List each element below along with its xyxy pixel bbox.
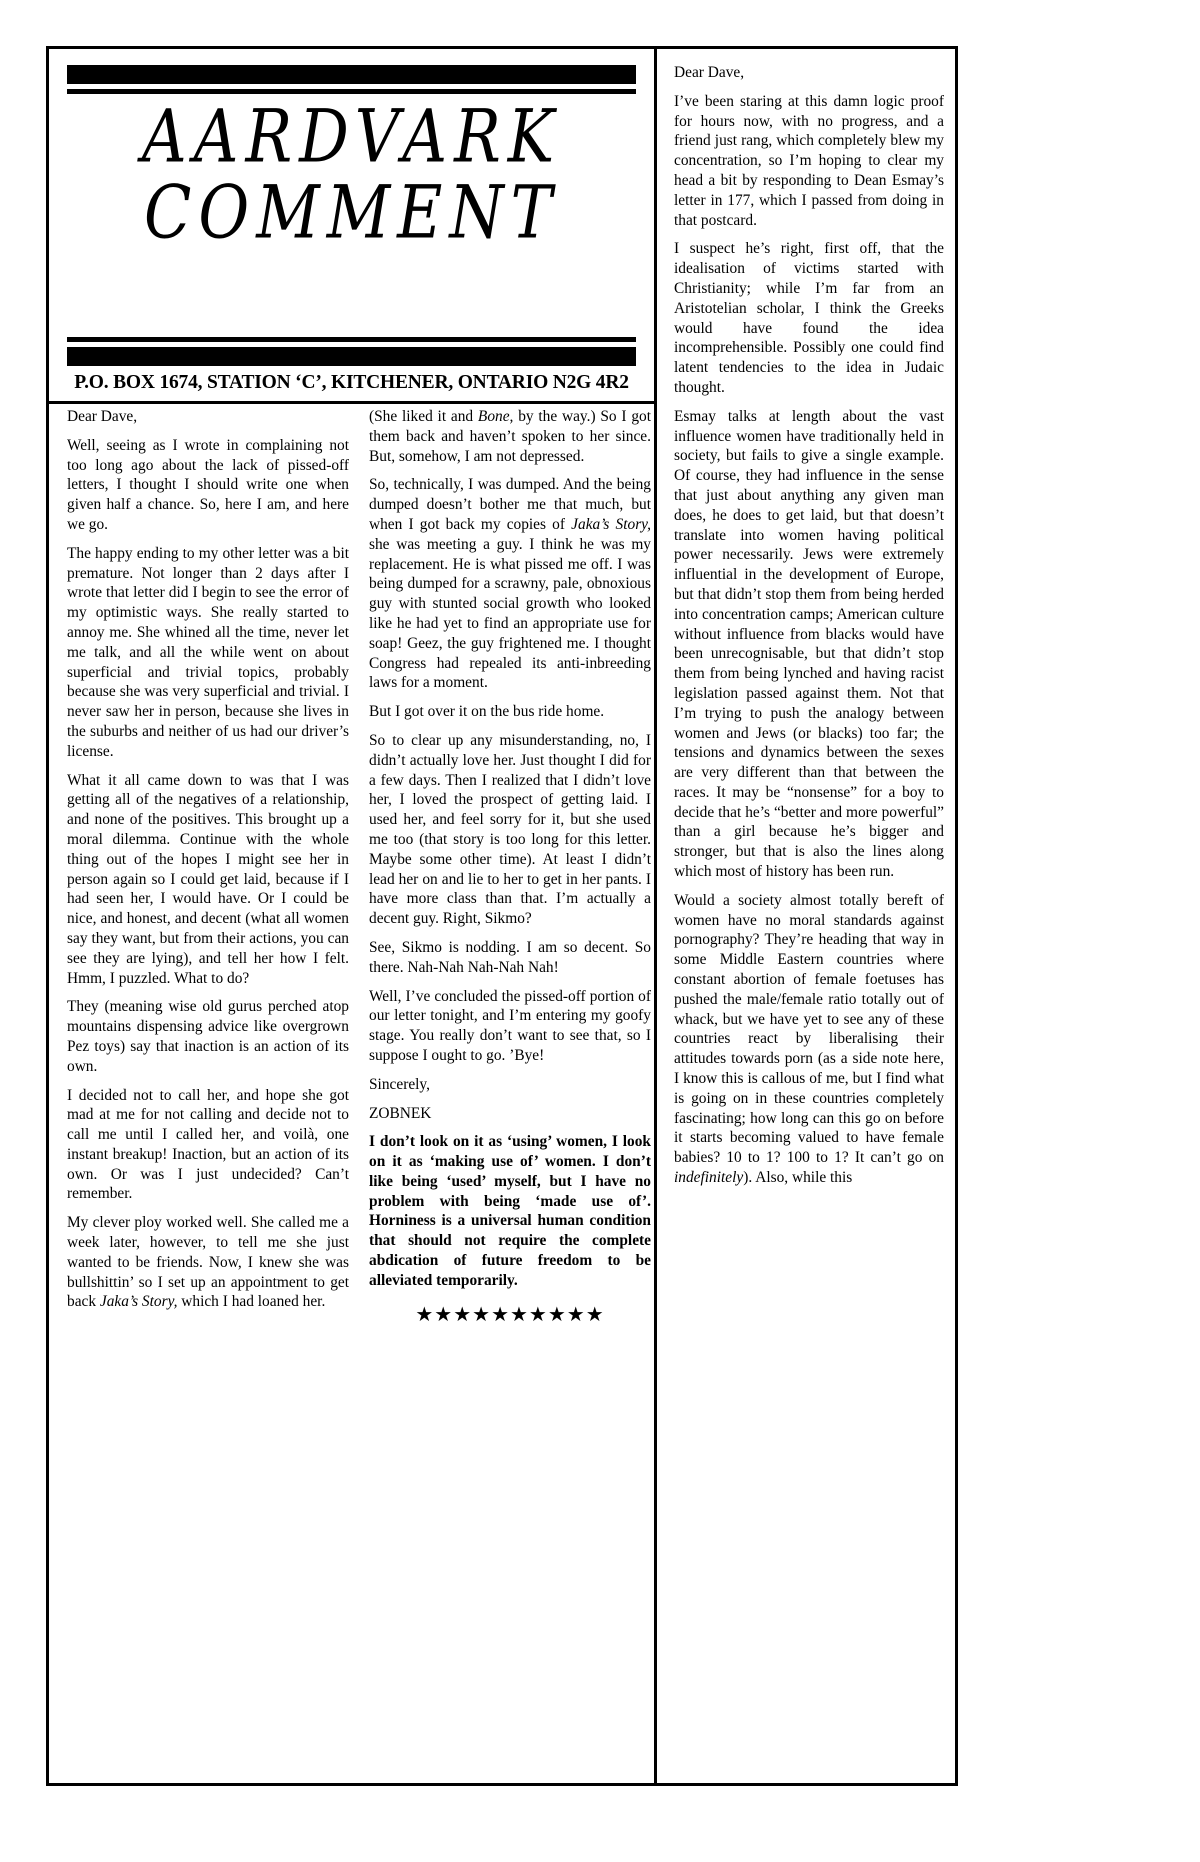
letter2-paragraph-4-prefix: Would a society almost totally bereft of women have no moral standards against pornography? They’re heading that way in some Middle Eastern countries where constant abortion of female foetuses has pushed the male/female ratio totally out of whack, but we have yet to see any of these countries react by liberalising their attitudes towards porn (as a side note here, I know this is callous of me, but I find what is going on in these countries completely fascinating; how long can this go on before it starts becoming valued to have female babies? 10 to 1? 100 to 1? It can’t go on	[674, 891, 944, 1167]
letter1-paragraph-8-suffix: she was meeting a guy. I think he was my replacement. He is what pissed me off. I was being dumped for a scrawny, pale, obnoxious guy with stunted social growth who looked like he had yet to find an appropriate use for soap! Geez, the guy frightened me. I thought Congress had repealed its anti-inbreeding laws for a moment.	[369, 535, 651, 692]
letter1-paragraph-11: See, Sikmo is nodding. I am so decent. So there. Nah-Nah Nah-Nah Nah!	[369, 938, 651, 976]
column-two	[369, 407, 651, 1767]
letter1-paragraph-4: They (meaning wise old gurus perched atop mountains dispensing advice like overgrown Pez toys) say that inaction is an action of its own.	[67, 998, 349, 1075]
letter1-paragraph-3: What it all came down to was that I was getting all of the negatives of a relationship, and none of the positives. This brought up a moral dilemma. Continue with the whole thing out of the hopes I might see her in person again so I could get laid, because if I had seen her, I would have. Or I could be nice, and honest, and decent (what all women say they want, but from their actions, you can see they are lying), and tell her how I felt. Hmm, I puzzled. What to do?	[67, 771, 349, 987]
letter1-title-jakas-story-2: Jaka’s Story,	[571, 515, 652, 533]
letter1-paragraph-7	[369, 407, 651, 466]
letter2-paragraph-1: I’ve been staring at this damn logic proof for hours now, with no progress, and a friend just rang, which completely blew my concentration, so I’m hoping to clear my head a bit by responding to Dean Esmay’s letter in 177, which I passed from doing in that postcard.	[674, 92, 944, 229]
letter1-title-bone: Bone,	[477, 408, 514, 425]
column-one	[67, 407, 349, 1767]
masthead-rule-top-thick	[67, 65, 636, 84]
letter1-paragraph-5: I decided not to call her, and hope she got mad at me for not calling and decide not to call me until I called her, and voilà, one instant breakup! Inaction, but an action of its own. Or was I just undecided? Can’t remember.	[67, 1086, 349, 1203]
letter1-paragraph-8	[369, 475, 651, 693]
masthead-address: P.O. BOX 1674, STATION ‘C’, KITCHENER, ONTARIO N2G 4R2	[74, 372, 629, 393]
letter1-paragraph-6-suffix: which I had loaned her.	[177, 1293, 326, 1311]
letter1-salutation: Dear Dave,	[67, 408, 138, 425]
letter1-signature: ZOBNEK	[369, 1104, 432, 1122]
letter1-paragraph-9: But I got over it on the bus ride home.	[369, 703, 605, 721]
letter1-paragraph-7-prefix: (She liked it and	[369, 408, 478, 425]
letter1-paragraph-7-suffix: by the way.) So I got them back and haven’t spoken to her since. But, somehow, I am not depressed.	[369, 408, 651, 465]
masthead-rule-bottom-thick	[67, 347, 636, 366]
masthead-footer	[67, 337, 636, 401]
letter1-title-jakas-story: Jaka’s Story,	[99, 1293, 178, 1311]
letter1-paragraph-1: Well, seeing as I wrote in complaining not too long ago about the lack of pissed-off letters, I thought I should write one when given half a chance. So, here I am, and here we go.	[67, 436, 349, 533]
letter2-paragraph-2: I suspect he’s right, first off, that the idealisation of victims started with Christianity; while I’m far from an Aristotelian scholar, I think the Greeks would have found the idea incomprehensible. Possibly one could find latent tendencies to the idea in Judaic thought.	[674, 240, 944, 396]
letter2-paragraph-4-suffix: ). Also, while this	[743, 1169, 853, 1187]
star-divider: ★★★★★★★★★★	[415, 1303, 605, 1326]
letter1-paragraph-6	[67, 1213, 349, 1312]
fanzine-page	[46, 46, 958, 1786]
masthead-title-line1: AARDVARK	[141, 92, 562, 180]
letter2-emphasis-indefinitely: indefinitely	[674, 1169, 744, 1187]
column-three	[674, 63, 944, 1768]
column-divider	[654, 404, 657, 1786]
letter1-paragraph-2: The happy ending to my other letter was a bit premature. Not longer than 2 days after I wrote that letter did I begin to see the error of my optimistic ways. She really started to annoy me. She whined all the time, never let me talk, and all the while went on about superficial and trivial topics, probably because she was very superficial and trivial. I never saw her in person, because she lives in the suburbs and neither of us had our driver’s license.	[67, 544, 349, 760]
letter2-paragraph-3: Esmay talks at length about the vast influence women have traditionally held in society, but fails to give a single example. Of course, they had influence in the sense that just about anything any given man does, he does to get laid, but that doesn’t translate into women having political power necessarily. Jews were extremely influential in the development of Europe, but that didn’t stop them from being herded into concentration camps; American culture without influence from blacks would have been unrecognisable, but that didn’t stop them from being lynched and having racist legislation passed against them. Not that I’m trying to push the analogy between women and Jews (or blacks) too far; the tensions and dynamics between the sexes are very different than that between the races. It may be “nonsense” for a boy to decide that he’s “better and more powerful” than a girl because he’s bigger and stronger, but that is also the lines along which most of history has been run.	[674, 407, 944, 881]
letter1-paragraph-12: Well, I’ve concluded the pissed-off portion of our letter tonight, and I’m entering my goofy stage. You really don’t want to see that, so I suppose I ought to go. ’Bye!	[369, 987, 651, 1064]
masthead-title-line2: COMMENT	[143, 168, 560, 256]
letter2-salutation: Dear Dave,	[674, 64, 745, 81]
letter1-paragraph-8-prefix: So, technically, I was dumped. And the being dumped doesn’t bother me that much, but when I got back my copies of	[369, 476, 651, 533]
masthead	[49, 49, 657, 404]
letter1-paragraph-6-prefix: My clever ploy worked well. She called me a week later, however, to tell me she just wanted to be friends. Now, I knew she was bullshittin’ so I set up an appointment to get back	[67, 1214, 349, 1311]
masthead-logo	[67, 92, 636, 256]
letter2-paragraph-4	[674, 891, 944, 1188]
letter1-sincerely: Sincerely,	[369, 1075, 430, 1093]
editor-reply: I don’t look on it as ‘using’ women, I look on it as ‘making use of’ women. I don’t like being ‘used’ myself, but I have no problem with being ‘made use of’. Horniness is a universal human condition that should not require the complete abdication of future freedom to be alleviated temporarily.	[369, 1133, 651, 1289]
letter1-paragraph-10: So to clear up any misunderstanding, no, I didn’t actually love her. Just thought I did for a few days. Then I realized that I didn’t love her, I loved the prospect of getting laid. I used her, and feel sorry for it, but she used me too (that story is too long for this letter. Maybe some other time). At least I didn’t lead her on and lie to her to get in her pants. I have more class than that. I’m actually a decent guy. Right, Sikmo?	[369, 731, 651, 928]
